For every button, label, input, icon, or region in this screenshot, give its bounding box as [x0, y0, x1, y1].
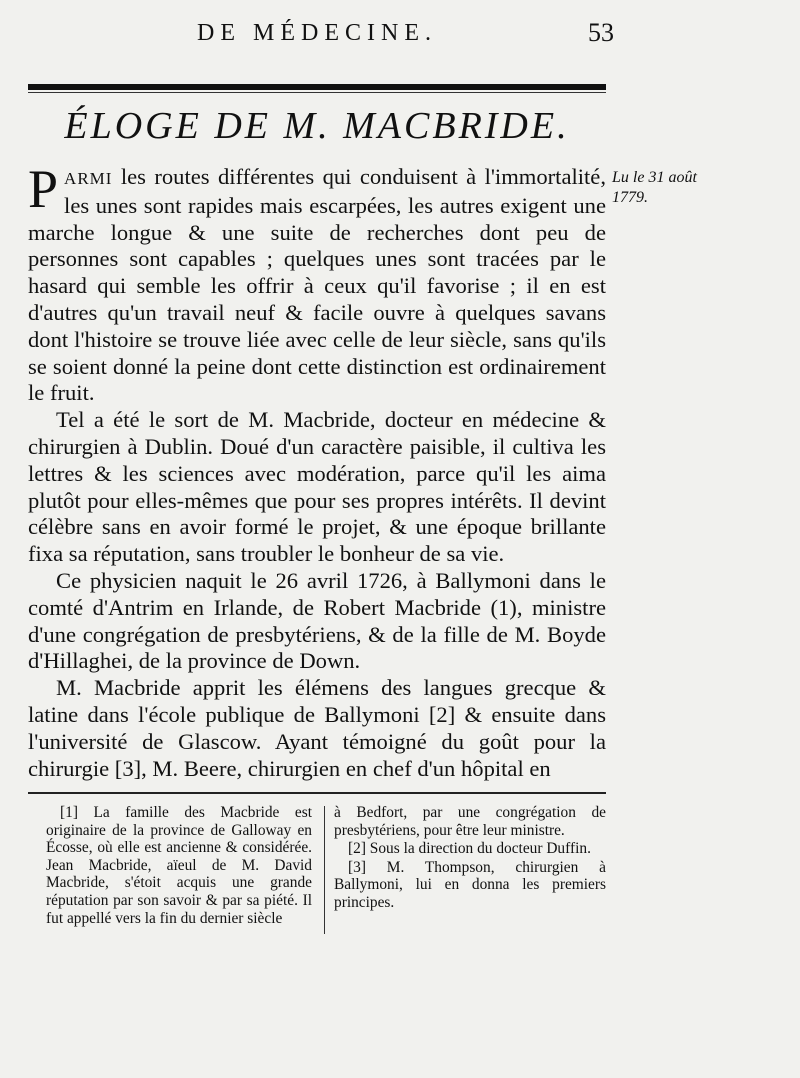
footnotes [28, 804, 606, 938]
paragraph-1 [28, 159, 606, 407]
footnote-rule [28, 792, 606, 794]
footnote-2: [2] Sous la direction du docteur Duffin. [348, 840, 591, 858]
chapter-title: ÉLOGE DE M. MACBRIDE. [64, 105, 570, 147]
page-header [28, 18, 614, 58]
footnote-1: [1] La famille des Macbride est originaire de la province de Galloway en Écosse, où elle est ancienne & considérée. Jean Macbride, aïeul de M. David Macbride, s'étoit acquis une grande réputation par son savoir & par sa piété. Il fut appellé vers la fin du dernier siècle [46, 804, 312, 927]
footnote-column-left [46, 804, 312, 928]
header-rule [28, 84, 606, 90]
header-rule-thin [28, 92, 606, 93]
main-text [28, 159, 606, 782]
paragraph-3: Ce physicien naquit le 26 avril 1726, à Ballymoni dans le comté d'Antrim en Irlande, de Robert Macbride (1), ministre d'une congrégation de presbytériens, & de la fille de M. Boyde d'Hillaghei, de la province de Down. [28, 567, 606, 674]
margin-note: Lu le 31 août 1779. [612, 169, 697, 206]
drop-cap: P [28, 159, 59, 219]
paragraph-4: M. Macbride apprit les élémens des langues grecque & latine dans l'école publique de Ballymoni [2] & ensuite dans l'université de Glascow. Ayant témoigné du goût pour la chirurgie [3], M. Beere, chirurgien en chef d'un hôpital en [28, 675, 606, 781]
footnote-column-divider [324, 806, 325, 934]
first-word-smallcaps: ARMI [64, 169, 113, 188]
running-title: DE MÉDECINE. [197, 20, 437, 46]
page-number: 53 [588, 18, 614, 47]
footnote-1-continued: à Bedfort, par une congrégation de presbytériens, pour être leur ministre. [334, 804, 606, 839]
footnote-3: [3] M. Thompson, chirurgien à Ballymoni, lui en donna les premiers principes. [334, 858, 606, 911]
paragraph-2: Tel a été le sort de M. Macbride, docteur en médecine & chirurgien à Dublin. Doué d'un caractère paisible, il cultiva les lettres & les sciences avec modération, parce qu'il les aima plutôt pour elles-mêmes que pour ses propres intérêts. Il devint célèbre sans en avoir formé le projet, & une époque brillante fixa sa réputation, sans troubler le bonheur de sa vie. [28, 407, 606, 567]
footnote-column-right [334, 804, 606, 913]
paragraph-1-text: les routes différentes qui conduisent à l'immortalité, les unes sont rapides mais escarpées, les autres exigent une marche longue & une suite de recherches dont peu de personnes sont capables ; quelques unes sont tracées par le hasard qui semble les offrir à ceux qu'il favorise ; il en est d'autres qu'un travail neuf & facile ouvre à quelques savans dont l'histoire se trouve liée avec celle de leur siècle, sans qu'ils se soient donné la peine dont cette distinction est ordinairement le fruit. [28, 164, 606, 406]
